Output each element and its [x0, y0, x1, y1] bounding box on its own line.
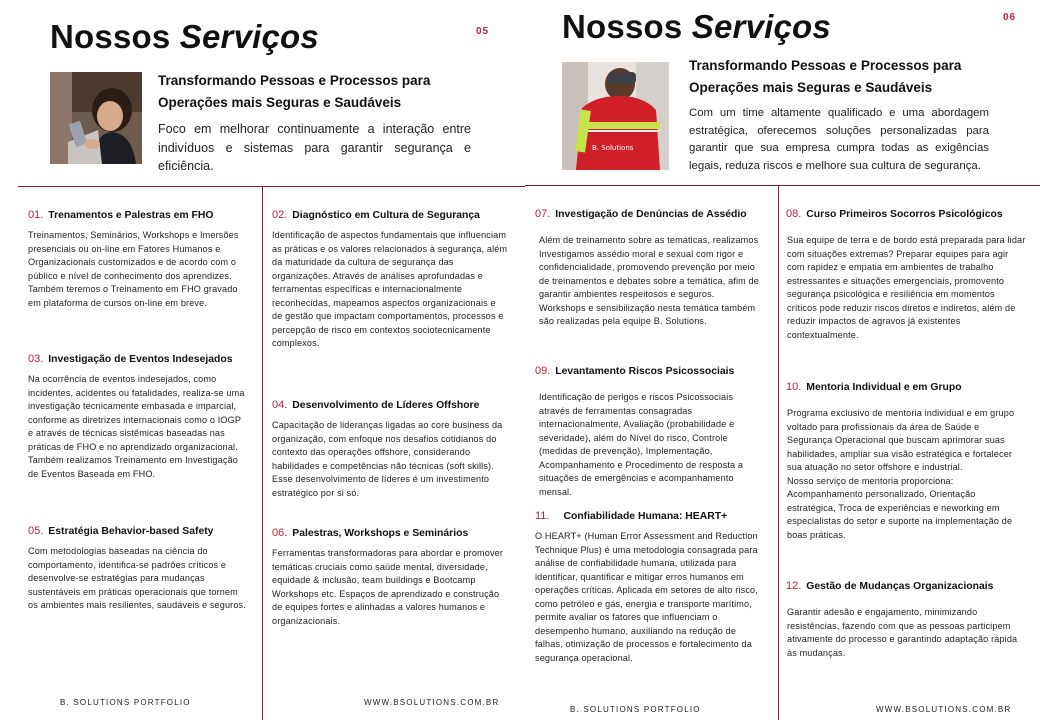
footer-website: WWW.BSOLUTIONS.COM.BR: [364, 698, 500, 707]
section-number: 03.: [28, 353, 44, 365]
woman-laptop-photo: [50, 72, 142, 164]
column-divider: [262, 186, 263, 720]
section-number: 07.: [535, 208, 551, 220]
service-section-08: [786, 208, 1026, 342]
section-number: 06.: [272, 527, 288, 539]
section-number: 12.: [786, 580, 802, 592]
section-title: Levantamento Riscos Psicossociais: [555, 366, 735, 377]
service-section-12: [786, 580, 1026, 660]
section-title: Mentoria Individual e em Grupo: [806, 382, 962, 393]
section-body: Capacitação de lideranças ligadas ao core business da organização, com enfoque nos desafios cotidianos do contexto das operações offshore, considerando habilidades e competências não técnicas (soft skills). Esse desenvolvimento de líderes é um investimento estratégico por si só.: [272, 420, 503, 498]
offshore-worker-photo: [562, 62, 669, 170]
page-title: Nossos Serviços: [50, 18, 319, 55]
service-section-01: [28, 209, 248, 310]
footer-website: WWW.BSOLUTIONS.COM.BR: [876, 705, 1012, 714]
intro-text: Foco em melhorar continuamente a interação entre indivíduos e sistemas para garantir segurança e eficiência.: [158, 122, 471, 173]
footer-portfolio: B. SOLUTIONS PORTFOLIO: [60, 698, 191, 707]
vest-logo-text: B. Solutions: [592, 144, 634, 152]
section-number: 09.: [535, 365, 551, 377]
section-number: 11.: [535, 510, 550, 522]
service-section-04: [272, 399, 508, 500]
horizontal-rule: [525, 185, 1040, 186]
section-number: 05.: [28, 525, 44, 537]
intro-text: Com um time altamente qualificado e uma abordagem estratégica, oferecemos soluções personalizadas para garantir que sua empresa cumpra todas as exigências legais, reduza riscos e melhore sua cultura de segurança.: [689, 107, 989, 172]
section-body: Ferramentas transformadoras para abordar e promover temáticas cruciais como saúde mental, diversidade, equidade & inclusão, team buildings e Bootcamp Workshops etc. Espaços de aprendizado e construção de equipes fortes e alinhadas a valores humanos e organizacionais.: [272, 548, 504, 626]
column-divider: [778, 185, 779, 720]
section-title: Trenamentos e Palestras em FHO: [48, 210, 214, 221]
section-title: Gestão de Mudanças Organizacionais: [806, 581, 994, 592]
section-body: Identificação de perigos e riscos Psicossociais através de ferramentas consagradas internacionalmente, Avaliação (probabilidade e severidade), além do Nível do risco, Controle (medidas de prevenção), Implementação, Acompanhamento e Procedimento de resposta a situações de emergências e acompanhamento mensal.: [539, 392, 744, 497]
page-number: 05: [476, 26, 490, 37]
section-number: 01.: [28, 209, 44, 221]
section-title: Diagnóstico em Cultura de Segurança: [292, 210, 480, 221]
service-section-10: [786, 381, 1026, 542]
section-title: Investigação de Denúncias de Assédio: [555, 209, 747, 220]
section-title: Curso Primeiros Socorros Psicológicos: [806, 209, 1003, 220]
service-section-05: [28, 525, 248, 613]
section-body: Sua equipe de terra e de bordo está preparada para lidar com situações extremas? Preparar equipes para agir com rapidez e empatia em ambientes de trabalho estressantes e situações emergenciais, promovento segurança psicológica e resiliência em momentos críticos pode reduzir riscos diretos e indiretos, além de reduzir impactos de agravos já existentes contextualmente.: [787, 235, 1026, 340]
section-title: Confiabilidade Humana: HEART+: [563, 511, 728, 522]
service-section-03: [28, 353, 248, 481]
section-number: 02.: [272, 209, 288, 221]
section-body: Além de treinamento sobre as temáticas, realizamos Investigamos assédio moral e sexual com rigor e confidencialidade, promovendo prevenção por meio de treinamentos e debates sobre a temática, afim de garantir ambientes respeitosos e seguros. Workshops e sensibilização nesta temática também são realizadas pela equipe B. Solutions.: [539, 235, 759, 326]
page-06: [525, 0, 1040, 720]
section-number: 08.: [786, 208, 802, 220]
service-section-09: [535, 365, 763, 499]
section-body: Garantir adesão e engajamento, minimizando resistências, fazendo com que as pessoas participem ativamente do processo e garantindo adaptação rápida às mudanças.: [787, 607, 1018, 658]
footer-portfolio: B. SOLUTIONS PORTFOLIO: [570, 705, 701, 714]
section-body: O HEART+ (Human Error Assessment and Reduction Technique Plus) é uma metodologia consagrada para análise de confiabilidade humana, utilizada para identificar, quantificar e mitigar erros humanos em operações críticas. Aplicada em setores de alto risco, como petróleo e gás, energia e transporte marítimo, permite avaliar os fatores que influenciam o desempenho humano, auxiliando na redução de falhas, otimização de processos e fortalecimento da segurança operacional.: [535, 531, 758, 663]
section-title: Investigação de Eventos Indesejados: [48, 354, 233, 365]
section-body: Identificação de aspectos fundamentais que influenciam as práticas e os valores relacionados à segurança, além da maturidade da cultura de segurança das organizações. Através de análises aprofundadas e ferramentas específicas e internacionalmente reconhecidas, mapeamos aspectos organizacionais e de gestão que impactam comportamentos, processos e percepção de risco em contextos sociotecnicamente complexos.: [272, 230, 508, 348]
service-section-07: [535, 208, 763, 329]
service-section-06: [272, 527, 508, 628]
section-number: 10.: [786, 381, 802, 393]
section-title: Desenvolvimento de Líderes Offshore: [292, 400, 480, 411]
section-body: Treinamentos, Seminários, Workshops e Imersões presenciais ou on-line em Fatores Humanos e Organizacionais customizados e de acordo com o público e nível de conhecimento dos aprendizes. Também teremos o Treinamento em FHO gravado em plataforma de cursos on-line em breve.: [28, 230, 239, 308]
service-section-11: [535, 510, 763, 665]
intro-title: Transformando Pessoas e Processos para Operações mais Seguras e Saudáveis: [689, 58, 962, 95]
horizontal-rule: [18, 186, 525, 187]
section-title: Estratégia Behavior-based Safety: [48, 526, 214, 537]
section-number: 04.: [272, 399, 288, 411]
intro-title: Transformando Pessoas e Processos para Operações mais Seguras e Saudáveis: [158, 73, 431, 110]
page-number: 06: [1003, 12, 1017, 23]
section-body: Com metodologias baseadas na ciência do comportamento, identifica-se padrões críticos e desenvolve-se estratégias para mudanças sustentáveis em práticas operacionais que tornem os ambientes mais resilientes, saudáveis e seguros.: [28, 546, 246, 610]
service-section-02: [272, 209, 508, 351]
section-title: Palestras, Workshops e Seminários: [292, 528, 469, 539]
section-body: Programa exclusivo de mentoria individual e em grupo voltado para profissionais da área de Saúde e Segurança Operacional que buscam aprimorar suas habilidades, ampliar sua visão estratégica e fortalecer sua atuação no setor offshore e industrial. Nosso serviço de mentoria proporciona: Acompanhamento personalizado, Orientação estratégica, Troca de experiências e neworking em especialistas do setor e suporte na implementação de boas práticas.: [787, 408, 1015, 540]
section-body: Na ocorrência de eventos indesejados, como incidentes, acidentes ou fatalidades, realiza-se uma investigação tecnicamente embasada e imparcial, conforme as diretrizes internacionais como o IOGP e através de técnicas sistêmicas baseadas nas práticas de FHO e no aprendizado organizacional. Também realizamos Treinamento em Investigação de Eventos Baseada em FHO.: [28, 374, 245, 479]
page-title: Nossos Serviços: [562, 8, 831, 45]
